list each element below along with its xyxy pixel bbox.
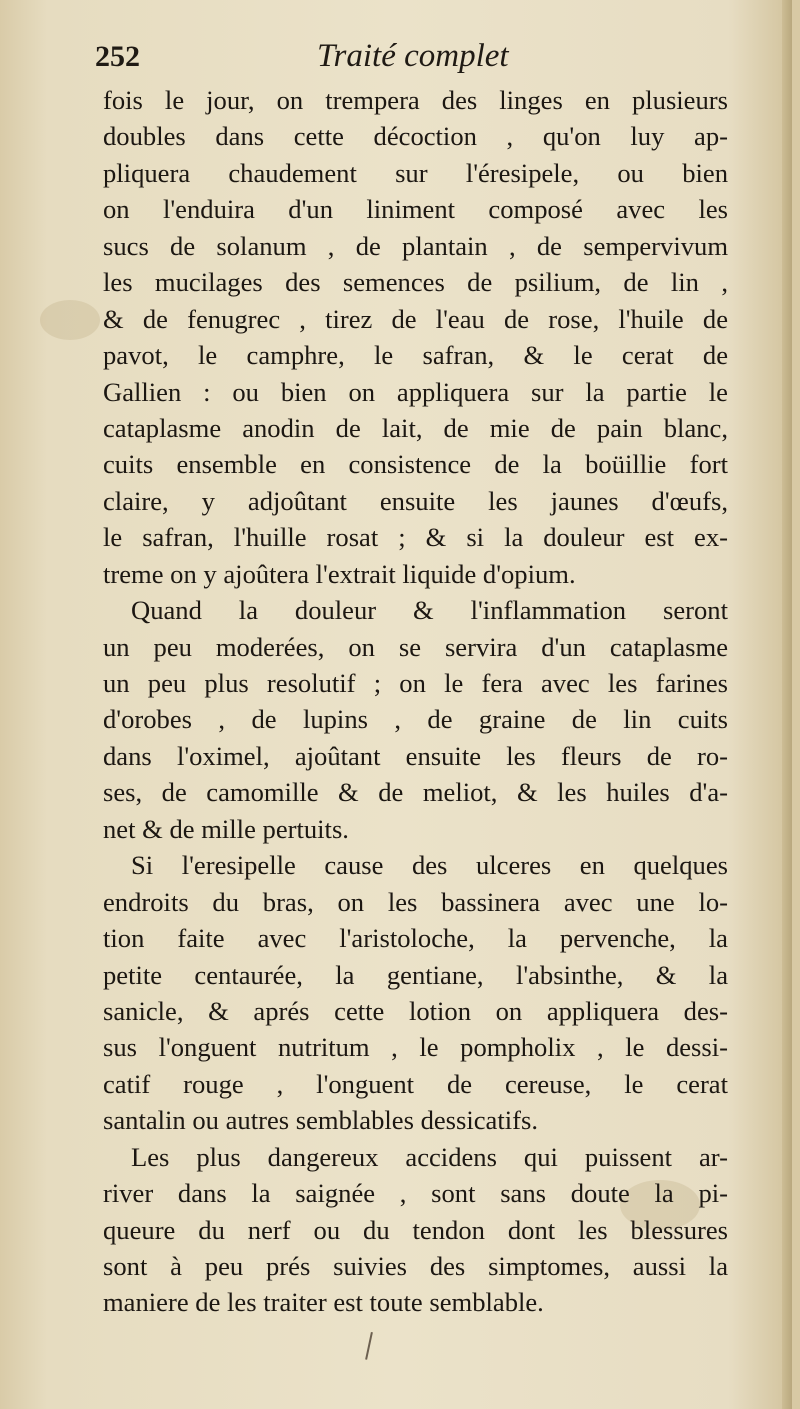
- page-header: [95, 36, 735, 86]
- text-line: Les plus dangereux accidens qui puissent ar-: [131, 1141, 728, 1172]
- page-edge: [782, 0, 792, 1409]
- text-line: endroits du bras, on les bassinera avec une lo-: [103, 886, 728, 917]
- text-line: cataplasme anodin de lait, de mie de pain blanc,: [103, 412, 728, 443]
- text-line: sont à peu prés suivies des simptomes, aussi la: [103, 1251, 728, 1281]
- text-line: sanicle, & aprés cette lotion on appliquera des-: [103, 995, 728, 1026]
- paragraph: [103, 592, 728, 847]
- paragraph: [103, 82, 728, 592]
- text-line: pavot, le camphre, le safran, & le cerat de: [103, 340, 728, 371]
- text-line: un peu plus resolutif ; on le fera avec les farines: [103, 668, 728, 698]
- text-line: pliquera chaudement sur l'éresipele, ou bien: [103, 157, 728, 188]
- text-line: on l'enduira d'un liniment composé avec les: [103, 194, 728, 225]
- text-line: cuits ensemble en consistence de la boüillie fort: [103, 449, 728, 480]
- paragraph: [103, 1139, 728, 1321]
- text-line: fois le jour, on trempera des linges en plusieurs: [103, 85, 728, 115]
- text-line: sus l'onguent nutritum , le pompholix , le dessi-: [103, 1032, 728, 1063]
- paper-stain: [40, 300, 100, 340]
- page-number: 252: [95, 40, 140, 73]
- text-line: tion faite avec l'aristoloche, la pervenche, la: [103, 923, 728, 954]
- text-line: petite centaurée, la gentiane, l'absinthe, & la: [103, 959, 728, 990]
- text-line: dans l'oximel, ajoûtant ensuite les fleurs de ro-: [103, 740, 728, 771]
- text-line: Gallien : ou bien on appliquera sur la partie le: [103, 376, 728, 407]
- text-line: claire, y adjoûtant ensuite les jaunes d'œufs,: [103, 485, 728, 516]
- text-line: le safran, l'huille rosat ; & si la douleur est ex-: [103, 522, 728, 553]
- text-line: sucs de solanum , de plantain , de sempervivum: [103, 230, 728, 261]
- running-head: Traité complet: [317, 38, 509, 74]
- text-line: & de fenugrec , tirez de l'eau de rose, l'huile de: [103, 303, 728, 334]
- text-line: doubles dans cette décoction , qu'on luy ap-: [103, 121, 728, 152]
- text-line: catif rouge , l'onguent de cereuse, le cerat: [103, 1068, 728, 1099]
- text-line: d'orobes , de lupins , de graine de lin cuits: [103, 704, 728, 735]
- text-line: river dans la saignée , sont sans doute la pi-: [103, 1178, 728, 1209]
- ink-mark: [365, 1332, 374, 1360]
- text-line: net & de mille pertuits.: [103, 813, 349, 844]
- text-line: Si l'eresipelle cause des ulceres en quelques: [131, 850, 728, 881]
- text-line: queure du nerf ou du tendon dont les blessures: [103, 1214, 728, 1245]
- text-line: treme on y ajoûtera l'extrait liquide d'opium.: [103, 558, 576, 589]
- text-line: les mucilages des semences de psilium, de lin ,: [103, 267, 728, 298]
- text-line: maniere de les traiter est toute semblable.: [103, 1287, 544, 1318]
- paragraph: [103, 847, 728, 1139]
- text-line: Quand la douleur & l'inflammation seront: [131, 595, 728, 626]
- text-line: santalin ou autres semblables dessicatifs.: [103, 1105, 538, 1136]
- text-line: un peu moderées, on se servira d'un cataplasme: [103, 631, 728, 662]
- text-line: ses, de camomille & de meliot, & les huiles d'a-: [103, 777, 728, 808]
- body-text: [103, 82, 728, 1321]
